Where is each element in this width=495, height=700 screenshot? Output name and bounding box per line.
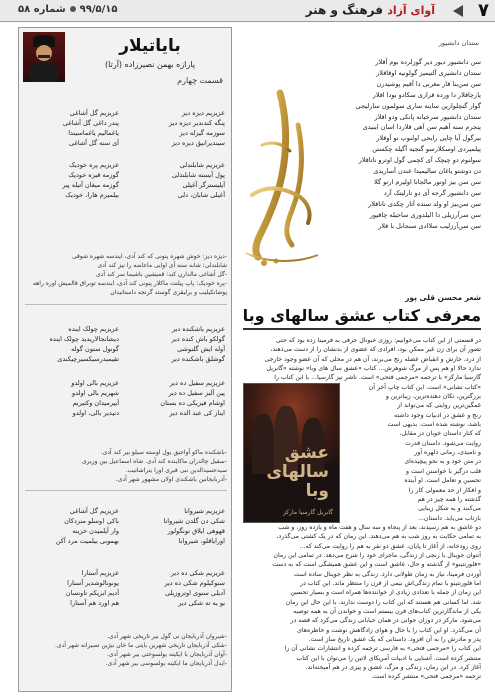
text-line: آیلیسترگر آغیلی — [182, 181, 225, 189]
stanza — [135, 378, 225, 418]
text-line: سن دانشیور گرجه آی دو نارلیتک آرد — [383, 188, 481, 197]
text-line: شکی دن گلدن شیروانا — [163, 517, 225, 525]
text-line: سوزمه گیزله دیز — [179, 129, 225, 137]
text-line: در قسمتی از این کتاب می‌خوانیم: روزی خبونال حرفی به فرمینا زده بود که حتی — [275, 337, 481, 344]
text-line: پول آیسته شابلندلی — [171, 171, 225, 179]
stanza — [29, 568, 119, 608]
text-line: -پره خودیک: پاپ پیلنت ماکلار پنونی کند آدی، ایندسه توبراق قالمیش اوره راهه — [32, 280, 227, 287]
text-line: گذشته را همه چیز در هم — [417, 495, 481, 503]
text-line: شهریم بالی اولدو — [72, 389, 119, 397]
text-line: می‌کنند و به شکل زیبایی — [418, 505, 481, 513]
text-line: باشد، نوشته شده است. بدیهی است — [387, 421, 481, 429]
divider — [25, 490, 227, 491]
text-line: تحسین و تعامل است. او آینده — [404, 477, 481, 485]
text-line: پیلمیردی اوسکلارسو گنجیه آگیله چکستن — [372, 145, 481, 154]
book-cover-title: عشق سالهای وبا — [266, 443, 329, 501]
page-header — [0, 0, 495, 22]
text-line: پارچاقلار دا ورده قراری سکادو بودا اقلار — [372, 90, 481, 99]
text-line: سولنوم‌ دو چیچک آی کچمی گول اوترو ناتاقلار — [358, 156, 481, 165]
text-line: ایناز کی عبد الده دیر — [169, 409, 225, 417]
text-line: به تمامی حکایت به‌ روز شب به هم می‌دهند. این رمان که در یک کشتی می‌گذرد، — [276, 533, 481, 541]
text-line: غمگین‌ترین روایتی که می‌تواند از — [397, 402, 481, 410]
page-number: ۷ — [478, 0, 489, 21]
calligraphy-image — [242, 85, 322, 270]
text-line: که کنار داستان خوبان در مقابل، — [399, 430, 481, 438]
separator-dot — [70, 6, 76, 12]
text-line: آدیلی سنوی اوتروزیلی — [164, 589, 225, 597]
text-line: ستدان دانشیور سرخبانه پانکی ودو اقلار — [374, 112, 481, 121]
brand-name: آوای آزاد — [387, 4, 435, 17]
text-line: -دیزه دیز: خوش شهره پنونی که کند آدی، ایندسه شهره شوقی — [72, 253, 227, 260]
text-line: منتشر کرده است. آشنایی با ادبیات آمریکای لاتین را می‌توان با این کتاب — [296, 654, 481, 662]
text-line: عزیزیم گل آشاغی — [69, 109, 119, 117]
text-line: تقیمیدرسیکسیرچیکندی — [57, 355, 119, 363]
text-line: عزیزیم شابلندلی — [179, 161, 225, 169]
text-line: پنجرم سنه آهیم سن آهی قلاردا اسان اینیدی — [362, 123, 481, 132]
text-line: پوشانکیلیب و برلیقری گوستد گرنجه داستانیدان — [110, 289, 227, 296]
divider — [25, 304, 227, 305]
text-line: شابلندلی: شابه سنه آی اوایی ماعاضه را نیز کند آدی — [97, 262, 227, 269]
text-line: دن دوشتو یاغان سالیمیدا عندن آساریدی — [373, 167, 481, 176]
text-line: ندارد حالا او هم پس از مرگ شوهرش... کتاب «عشق سال های وبا» نوشته «گابریل — [266, 365, 481, 373]
section-name: فرهنگ و هنر — [305, 3, 383, 17]
text-line: دیشانجالاریدید چولک اینده — [49, 335, 119, 343]
text-line: اورایاقلو، شیروانا — [178, 537, 225, 545]
text-line: سن دانشیور دیور دیر گوزلرده بوم آقلار — [375, 58, 481, 66]
text-line: -گل آشاغی مالدارن کند: قمیشین باشیما سر کند آدی — [95, 271, 227, 278]
text-line: عزیزیم بالی اولدو — [71, 379, 119, 387]
article-byline: شعر محسن قلی پور — [405, 293, 481, 302]
issue-date: ۹۹/۵/۱۵ — [79, 4, 118, 15]
issue-number: شماره ۵۸ — [18, 4, 66, 15]
text-line: -سفیل چالدران ماکاینده کند آدی. شاه اسماعیل بین وزیری — [81, 458, 227, 465]
text-line: «کتاب نشانی» است. این کتاب چاپ آخر آن — [368, 383, 481, 391]
text-line: گوشلق باشکنده دیر — [171, 355, 225, 363]
text-line: آغیلی شابان، دلی — [177, 191, 225, 199]
text-line: -باشکنده ماکو آواجیق یول اوسته سیلو بیر کند آدی. — [100, 449, 227, 456]
stanza — [29, 378, 119, 418]
book-cover-author: گابریل گارسیا مارکز — [282, 509, 333, 516]
stanza — [29, 108, 119, 148]
text-line: پنگه کندندیر دیزه دیز — [168, 119, 225, 127]
text-line: سن سن‌ بیز اوتور مالجانا اولیرم ارتو گلا — [374, 177, 481, 186]
text-line: در متن خود و به نحو پیچیده‌ای — [404, 458, 481, 466]
poem-lines — [341, 57, 481, 232]
text-line: سن سن‌بنا قار مغربی دا آقیم پوشیدرن — [376, 79, 481, 88]
text-line: بازتاب می‌یابد. داستان... — [418, 514, 481, 522]
text-line: آوردن فرمینا، نیاز به زمان طولانی دارد. زندگی به نظر جوینال ساده است — [293, 570, 481, 578]
text-line: بیلمیرم هارا، خودیک — [65, 191, 119, 199]
poem-author: پارازه بهمن نصیرزاده (آرتا) — [105, 60, 195, 69]
text-line: -آوان آذربایجان با ایکینه یولسوختی بیر شهر آدی. — [106, 651, 227, 658]
text-line: گوزمه قیزه خودیک — [68, 171, 119, 179]
poem-title: بایاتیلار — [119, 36, 181, 56]
text-line: رنج و عشق در ادبیات وجود داشته — [394, 411, 481, 419]
text-line: ترجمه «مرجمی فتحی» منتشر کرده است. — [371, 673, 481, 681]
text-line: آغاز کرد. در این رمان، زندگی و مرگ، عشق و پیری در هم آمیخته‌اند. — [305, 664, 481, 672]
text-line: -ایدل آذربایجان ما ایکینه یولسوسی بیر شهر آدی. — [105, 660, 227, 667]
text-line: سن سرآرزیلی دا الیلدوری ساحیله چاقیور — [369, 210, 481, 219]
section-title — [306, 3, 435, 17]
text-line: عزیزیم چولک اینده — [68, 325, 119, 333]
text-line: عزیزیم شیروانا — [184, 507, 225, 515]
text-line: بهموبی بیلمیت مرد آکن — [55, 537, 119, 545]
text-line: پین آلبز سفیل ده دیر — [168, 389, 225, 397]
text-line: سن سن‌بیز او ولد سنده آتار چکدی ناناقلار — [368, 199, 481, 208]
author-photo — [23, 32, 65, 82]
text-line: می‌شود. مارکز در دوران جوانی در همان خیابانی زندگی می‌کرد که قصه در — [290, 617, 481, 625]
text-line: پندر داغی گل آشاغی — [62, 119, 119, 127]
text-line: سیدحسیدالدین نبی قبری اورا یتراشاتیب. — [125, 467, 227, 474]
text-line: عزیزیم آستارا — [81, 569, 119, 577]
text-line: و افکار از حد معمولی کار را — [408, 486, 481, 494]
text-line: گوزمه میغان آتیله پیر — [62, 181, 119, 189]
footnotes — [25, 448, 227, 484]
text-line: -آذربایجانین باشکندی اولان مشهور شهر آدی. — [115, 476, 227, 483]
text-line: آن می‌گذرد. او این کتاب را با حال و هوای زادگاهش نوشت و خاطره‌های — [296, 626, 481, 634]
text-line: -شیروان آذربایجان نی گول بیر تاریخی شهر آدی. — [107, 633, 227, 640]
text-line: سن سن‌آرزلیب سلاادی سنجانل با قلار — [378, 221, 481, 230]
text-line: و نامیدی، رمانی دلهره آور — [414, 449, 481, 457]
text-line: بزرگترین، تکان دهنده‌ترین، زیباترین و — [385, 393, 481, 401]
text-line: یونونالوشدیر آستارا — [67, 579, 119, 587]
text-line: آییرمیدان وکتیریم — [72, 399, 119, 407]
article-title: معرفی کتاب عشق سالهای وبا — [243, 306, 481, 330]
text-line: هم اورد هم آستارا — [70, 599, 119, 607]
text-line: روی رودخانه، از آغاز تا پایان، عشق دو نفر به هم را روایت می‌کند که... — [299, 542, 481, 550]
text-line: آی سنه گل آشاغی — [68, 139, 119, 147]
stanza — [135, 160, 225, 200]
text-line: «فلورنتینو» از گذشته و حال، عاشق است و این عشق همیشگی است که به دست‌ — [272, 561, 481, 569]
stanza — [135, 568, 225, 608]
text-line: وار آیلمیدن خزینه — [72, 527, 119, 535]
text-line: این کتاب را «مرجمی فتحی» به فارسی ترجمه کرده و انتشارات نشانی آن را — [284, 645, 481, 653]
text-line: سنوکیلوم شکی ده دیر — [164, 579, 225, 587]
stanza — [29, 160, 119, 200]
text-line: دو عاشق به هم رسیدند، بعد از پنجاه و سه سال و هفت ماه و یازده روز، و شب — [278, 523, 481, 531]
text-line: گوار گنچلوارین ساینه ساری سولمون سارلیجی — [355, 101, 481, 110]
text-line: آنتوان جوینال با رنجی از زندگی، ماجرای خود را شرح می‌دهد. در تمامی این رمان — [273, 551, 481, 559]
text-line: بیرگول آیا چاپی رایحی اولنوپ نو آوقلار — [376, 134, 481, 143]
text-line: ستدان دانشیری آلتیمیز گولونیه اوقاقلار — [376, 68, 481, 77]
text-line: یاغمالیم یاغماسیندا — [68, 129, 119, 137]
stanza — [135, 108, 225, 148]
text-line: باکی (وسلو منردکان — [64, 517, 119, 525]
text-line: سیندیرانیق دیزه دیز — [171, 139, 225, 147]
text-line: گارسیا مارکز» با ترجمه «مرجمی فتحی» است. ناشر نیز گارسیا... با این کتاب را — [274, 374, 481, 382]
text-line: گونول ستون گوله — [71, 345, 119, 353]
stanza — [29, 324, 119, 364]
text-line: گولکو باش کنده دیر — [171, 335, 225, 343]
text-line: اوشام فیزیکی ده بستان — [160, 399, 225, 407]
footnotes — [25, 252, 227, 297]
text-line: عزیزیم سفیل ده دیر — [169, 379, 225, 387]
text-line: آوله ایش گلنوشی — [177, 345, 225, 353]
poem-intro: ستدان دانشیور — [438, 39, 479, 47]
poetry-column — [18, 27, 232, 692]
text-line: عزیزیم گل آشاغی — [69, 507, 119, 515]
text-line: روایت می‌شود. داستان قدرت — [405, 439, 481, 447]
stanza — [135, 506, 225, 546]
article-body — [245, 336, 481, 682]
header-arrow-icon — [453, 5, 463, 17]
text-line: از درد، خارش و انقباض عضله رنج می‌برند، آن هم در محلی که آن عضو وجود خارجی — [264, 355, 481, 363]
text-line: عزیزیم دیزه دیز — [181, 109, 225, 117]
text-line: قلب درگیر با خواستن است و — [406, 467, 481, 475]
text-line: دنیدیر بالی، اولدو — [72, 409, 119, 417]
text-line: عزیزیم پره خودیک — [69, 161, 119, 169]
text-line: تصور آن برای زن غیر ممکن بود، افرادی که عضوی از بدنشان را از دست می‌دهند، — [270, 346, 481, 354]
text-line: عزیزیم شکی ده دیر — [170, 569, 225, 577]
text-line: پدر و مادرش را به آن افزود. داستانی که یک عشق تاریخ ساز است. — [308, 636, 481, 643]
text-line: قهوهی ایلاق تونگولور — [167, 527, 225, 535]
text-line: آدیم ابریکم تاونسان — [65, 589, 119, 597]
text-line: یکی از ماندگارترین کتاب‌های قرن بیستم است و خواندن آن به همه توصیه — [293, 607, 481, 615]
text-line: این زمان از جمله با تعدادی زیادی از خواننده‌ها همراه است و بسیار تحسین — [290, 589, 481, 597]
text-line: یو یه ته شکی دیر — [178, 599, 225, 607]
text-line: شد. اما کسانی هم هستند که این کتاب را دوست ندارند. با این حال این رمان — [285, 598, 481, 606]
poem-part: قسمت چهارم — [177, 76, 223, 85]
stanza — [135, 324, 225, 364]
stanza — [29, 506, 119, 546]
issue-info — [18, 4, 117, 15]
footnotes — [25, 632, 227, 668]
text-line: عزیزیم باشکنده دیر — [171, 325, 225, 333]
text-line: اما فلورنتینو با تمام زندگی‌اش نیمی از قرن را منتظر ماند. این کتاب در — [300, 579, 481, 587]
text-line: -شکی آذربایجان تاریخی شهرین بایتی ما خان نیژین تصیرانه شهر آدی. — [55, 642, 227, 649]
